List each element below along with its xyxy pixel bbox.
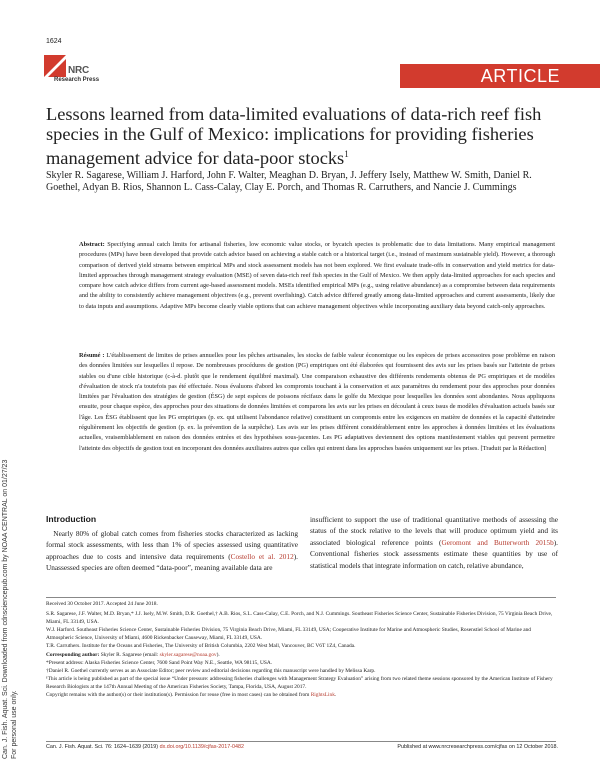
abstract-text: Specifying annual catch limits for artisanal fisheries, low economic value stocks, or bycatch species is problematic due to data limitations. Many empirical management procedures (MPs) have been developed that provide catch advice based on achieving a stable catch or a historical target (i.e., instead of maximum sustainable yield). However, a thorough comparison of derived yield streams between empirical MPs and stock assessment models has not been explored. We first evaluate trade-offs in conservation and yield metrics for data-limited approaches through management strategy evaluation (MSE) of seven data-rich reef fish species in the Gulf of Mexico. We then apply data-limited approaches for each species and compare how catch advice differs from current age-based assessment models. MSEs identified empirical MPs (e.g., using relative abundance) as a compromise between data requirements and the ability to consistently achieve management objectives (e.g., prevent overfishing). Catch advice differed greatly among data-limited approaches and current assessments, likely due to data inputs and assumptions. Adaptive MPs become clearly viable options that can achieve management objectives while incorporating auxiliary data beyond catch-only approaches.: [79, 241, 555, 310]
publication-note: Published at www.nrcresearchpress.com/cjfas on 12 October 2018.: [397, 744, 558, 750]
abstract-label: Abstract:: [79, 241, 105, 248]
email-link[interactable]: skyler.sagarese@noaa.gov: [159, 651, 217, 658]
footnote-divider: [46, 597, 556, 598]
citation-link[interactable]: Geromont and Butterworth 2015b: [441, 537, 554, 547]
side-note-line-1: Can. J. Fish. Aquat. Sci. Downloaded from cdnsciencepub.com by NOAA CENTRAL on 01/27/23: [2, 459, 9, 759]
resume-label: Résumé :: [79, 352, 105, 359]
received-dates: Received 30 October 2017. Accepted 24 June 2018.: [46, 601, 158, 607]
article-banner: ARTICLE: [400, 64, 600, 88]
download-side-note: [0, 160, 30, 760]
footnotes: [46, 600, 558, 699]
author-list: Skyler R. Sagarese, William J. Harford, John F. Walter, Meaghan D. Bryan, J. Jeffery Isely, Matthew W. Smith, Daniel R. Goethel, Adyan B. Rios, Shannon L. Cass-Calay, Clay E. Porch, and Thomas R. Carruthers, and Nancie J. Cummings: [46, 170, 532, 194]
introduction-heading: Introduction: [46, 514, 97, 524]
abstract: [79, 240, 555, 312]
corresponding-author: [46, 651, 558, 659]
affiliation-3: T.R. Carruthers. Institute for the Oceans and Fisheries, The University of British Columbia, 2202 West Mall, Vancouver, BC V6T 1Z4, Canada.: [46, 643, 356, 650]
citation-link[interactable]: Costello et al. 2012: [230, 551, 294, 561]
intro-right-text-1: insufficient to support the use of traditional quantitative methods of assessing the status of the stock relative to the levels that will produce optimum yield and its associated biological reference points (: [310, 515, 558, 547]
footer-divider: [46, 741, 556, 742]
side-note-line-2: For personal use only.: [11, 690, 18, 759]
copyright-end: .: [334, 692, 337, 699]
affiliation-2: W.J. Harford. Southeast Fisheries Science Center, Sustainable Fisheries Division, 75 Virginia Beach Drive, Miami, FL 33149, USA; Cooperative Institute for Marine and Atmospheric Studies, Rosenstiel School of Marine and Atmospheric Science, University of Miami, 4600 Rickenbacker Causeway, Miami, FL 33149, USA.: [46, 627, 531, 642]
special-issue-note: ¹This article is being published as part of the special issue “Under pressure: addressing fisheries challenges with Management Strategy Evaluation” arising from two related theme sessions sponsored by the American Institute of Fishery Research Biologists at the 147th Annual Meeting of the American Fisheries Society, Tampa, Florida, USA, August 2017.: [46, 675, 553, 690]
nrc-logo: [44, 55, 124, 87]
intro-right-text-2: ). Conventional fisheries stock assessments estimate these quantities by use of statistical models that integrate information on catch, relative abundance,: [310, 537, 558, 570]
editor-note: †Daniel R. Goethel currently serves as an Associate Editor; peer review and editorial decisions regarding this manuscript were handled by Melissa Karp.: [46, 667, 376, 674]
resume: [79, 351, 555, 454]
nrc-logo-icon: [44, 55, 66, 77]
intro-left-text-2: ). Unassessed species are often deemed “data-poor”, meaning available data are: [46, 551, 298, 573]
page-footer: [46, 744, 558, 750]
page-number: 1624: [46, 38, 62, 45]
intro-left-column: [46, 528, 298, 574]
corresponding-text: Skyler R. Sagarese (email:: [99, 651, 160, 658]
logo-mark-text: NRC: [68, 65, 90, 76]
journal-citation-text: Can. J. Fish. Aquat. Sci. 76: 1624–1639 (2019): [46, 744, 160, 750]
journal-citation: [46, 744, 244, 750]
doi-link[interactable]: dx.doi.org/10.1139/cjfas-2017-0482: [159, 744, 244, 750]
present-address: *Present address: Alaska Fisheries Science Center, 7600 Sand Point Way N.E., Seattle, WA 98115, USA.: [46, 659, 273, 666]
affiliation-1: S.R. Sagarese, J.F. Walter, M.D. Bryan,* J.J. Isely, M.W. Smith, D.R. Goethel,† A.B. Rios, S.L. Cass-Calay, C.E. Porch, and N.J. Cummings. Southeast Fisheries Science Center, Sustainable Fisheries Division, 75 Virginia Beach Drive, Miami, FL 33149, USA.: [46, 611, 553, 626]
copyright-note: [46, 691, 558, 699]
corresponding-end: ).: [216, 651, 220, 658]
copyright-text: Copyright remains with the author(s) or their institution(s). Permission for reuse (free in most cases) can be obtained from: [46, 692, 311, 699]
title-text: Lessons learned from data-limited evaluations of data-rich reef fish species in the Gulf of Mexico: implications for providing fisheries management advice for data-poor stocks: [46, 104, 542, 169]
rightslink-link[interactable]: RightsLink: [310, 692, 335, 699]
intro-left-text-1: Nearly 80% of global catch comes from fisheries stocks characterized as lacking formal stock assessments, with less than 1% of species assessed using quantitative approaches due to costs and intensive data requirements (: [46, 529, 298, 561]
corresponding-label: Corresponding author:: [46, 651, 100, 658]
intro-right-column: [310, 514, 558, 571]
title-footnote-marker: 1: [344, 149, 349, 159]
logo-publisher: Research Press: [54, 77, 100, 83]
resume-text: L'établissement de limites de prises annuelles pour les pêches artisanales, les stocks de faible valeur économique ou les espèces de prises accessoires pose problème en raison des données limitées sur lesquelles il repose. De nombreuses procédures de gestion (PG) empiriques ont été élaborées qui fournissent des avis sur les prises basés sur l'atteinte de prises stables ou d'une cible historique (c-à-d. plutôt que le rendement équilibré maximal). Une comparaison exhaustive des différents rendements obtenus de PG empiriques et de modèles d'évaluation de stock n'a toutefois pas été effectuée. Nous évaluons d'abord les compromis touchant à la conservation et aux paramètres du rendement pour des approches pour données limitées par l'évaluation des stratégies de gestion (ÉSG) de sept espèces de poissons récifaux dans le golfe du Mexique pour lesquelles les données sont abondantes. Nous appliquons ensuite, pour chaque espèce, des approches pour des situations de données limitées et comparons les avis sur les prises en découlant à ceux issus de modèles d'évaluation actuels basés sur l'âge. Les ÉSG établissent que les PG empiriques (p. ex. qui utilisent l'abondance relative) constituent un compromis entre les exigences en matière de données et la capacité d'atteindre régulièrement les objectifs de gestion (p. ex. la prévention de la surpêche). Les avis sur les prises diffèrent considérablement entre les approches à données limitées et les évaluations actuelles, vraisemblablement en raison des données entrées et des hypothèses sous-jacentes. Les PG adaptatives deviennent des options manifestement viables qui peuvent permettre l'atteinte des objectifs de gestion tout en incorporant des données auxiliaires autres que celles qui entrent dans les approches basées uniquement sur les prises. [Traduit par la Rédaction]: [79, 352, 555, 452]
article-title: [46, 104, 566, 168]
